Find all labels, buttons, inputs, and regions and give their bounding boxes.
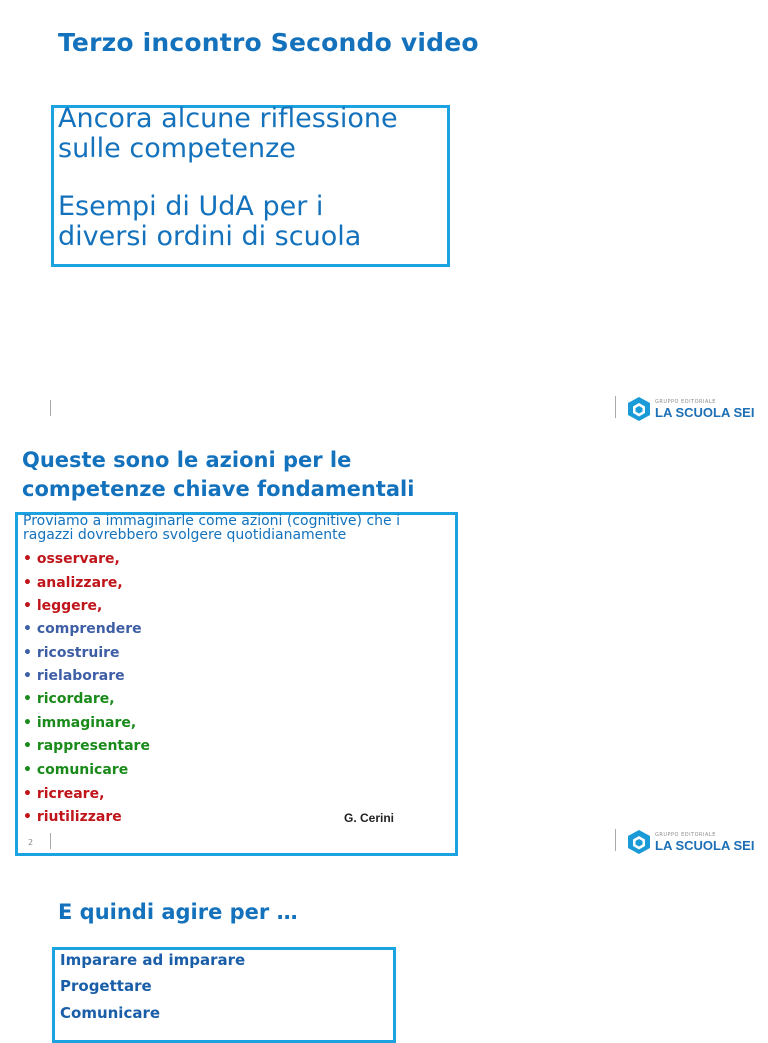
list-item: • comprendere xyxy=(23,621,142,637)
slide1-box-line-1: Ancora alcune riflessione xyxy=(58,103,398,134)
slide1-box-line-3: Esempi di UdA per i xyxy=(58,191,324,222)
logo-subtitle: GRUPPO EDITORIALE xyxy=(655,831,716,838)
list-item: Imparare ad imparare xyxy=(60,951,246,969)
publisher-logo xyxy=(626,396,754,422)
slide2-intro: Proviamo a immaginarle come azioni (cognitive) che i ragazzi dovrebbero svolgere quotidianamente xyxy=(23,513,400,543)
hexagon-logo-icon xyxy=(626,396,652,422)
publisher-logo xyxy=(626,829,754,855)
list-item: • comunicare xyxy=(23,762,129,778)
hexagon-logo-icon xyxy=(626,829,652,855)
slide1-box-line-4: diversi ordini di scuola xyxy=(58,221,362,252)
footer-divider-left xyxy=(50,400,51,416)
list-item: • ricreare, xyxy=(23,786,105,802)
list-item: • ricostruire xyxy=(23,645,120,661)
list-item: • leggere, xyxy=(23,598,103,614)
slide2-title-line-2: competenze chiave fondamentali xyxy=(22,477,415,501)
footer-divider-right xyxy=(615,829,616,851)
footer-divider-right xyxy=(615,396,616,418)
page-number: 2 xyxy=(28,838,34,847)
list-item: • rappresentare xyxy=(23,738,150,754)
list-item: Progettare xyxy=(60,977,152,995)
slide3-title: E quindi agire per … xyxy=(58,900,298,924)
list-item: • osservare, xyxy=(23,551,120,567)
slide2-title-line-1: Queste sono le azioni per le xyxy=(22,448,352,472)
author-credit: G. Cerini xyxy=(344,811,395,825)
list-item: • analizzare, xyxy=(23,575,123,591)
logo-subtitle: GRUPPO EDITORIALE xyxy=(655,398,716,405)
logo-name: LA SCUOLA SEI xyxy=(655,404,755,420)
footer-divider-left xyxy=(50,833,51,849)
slide1-title: Terzo incontro Secondo video xyxy=(58,28,479,57)
list-item: • immaginare, xyxy=(23,715,137,731)
logo-name: LA SCUOLA SEI xyxy=(655,837,755,853)
list-item: • ricordare, xyxy=(23,691,115,707)
list-item: Comunicare xyxy=(60,1004,161,1022)
list-item: • riutilizzare xyxy=(23,809,122,825)
list-item: • rielaborare xyxy=(23,668,125,684)
slide1-box-line-2: sulle competenze xyxy=(58,133,296,164)
